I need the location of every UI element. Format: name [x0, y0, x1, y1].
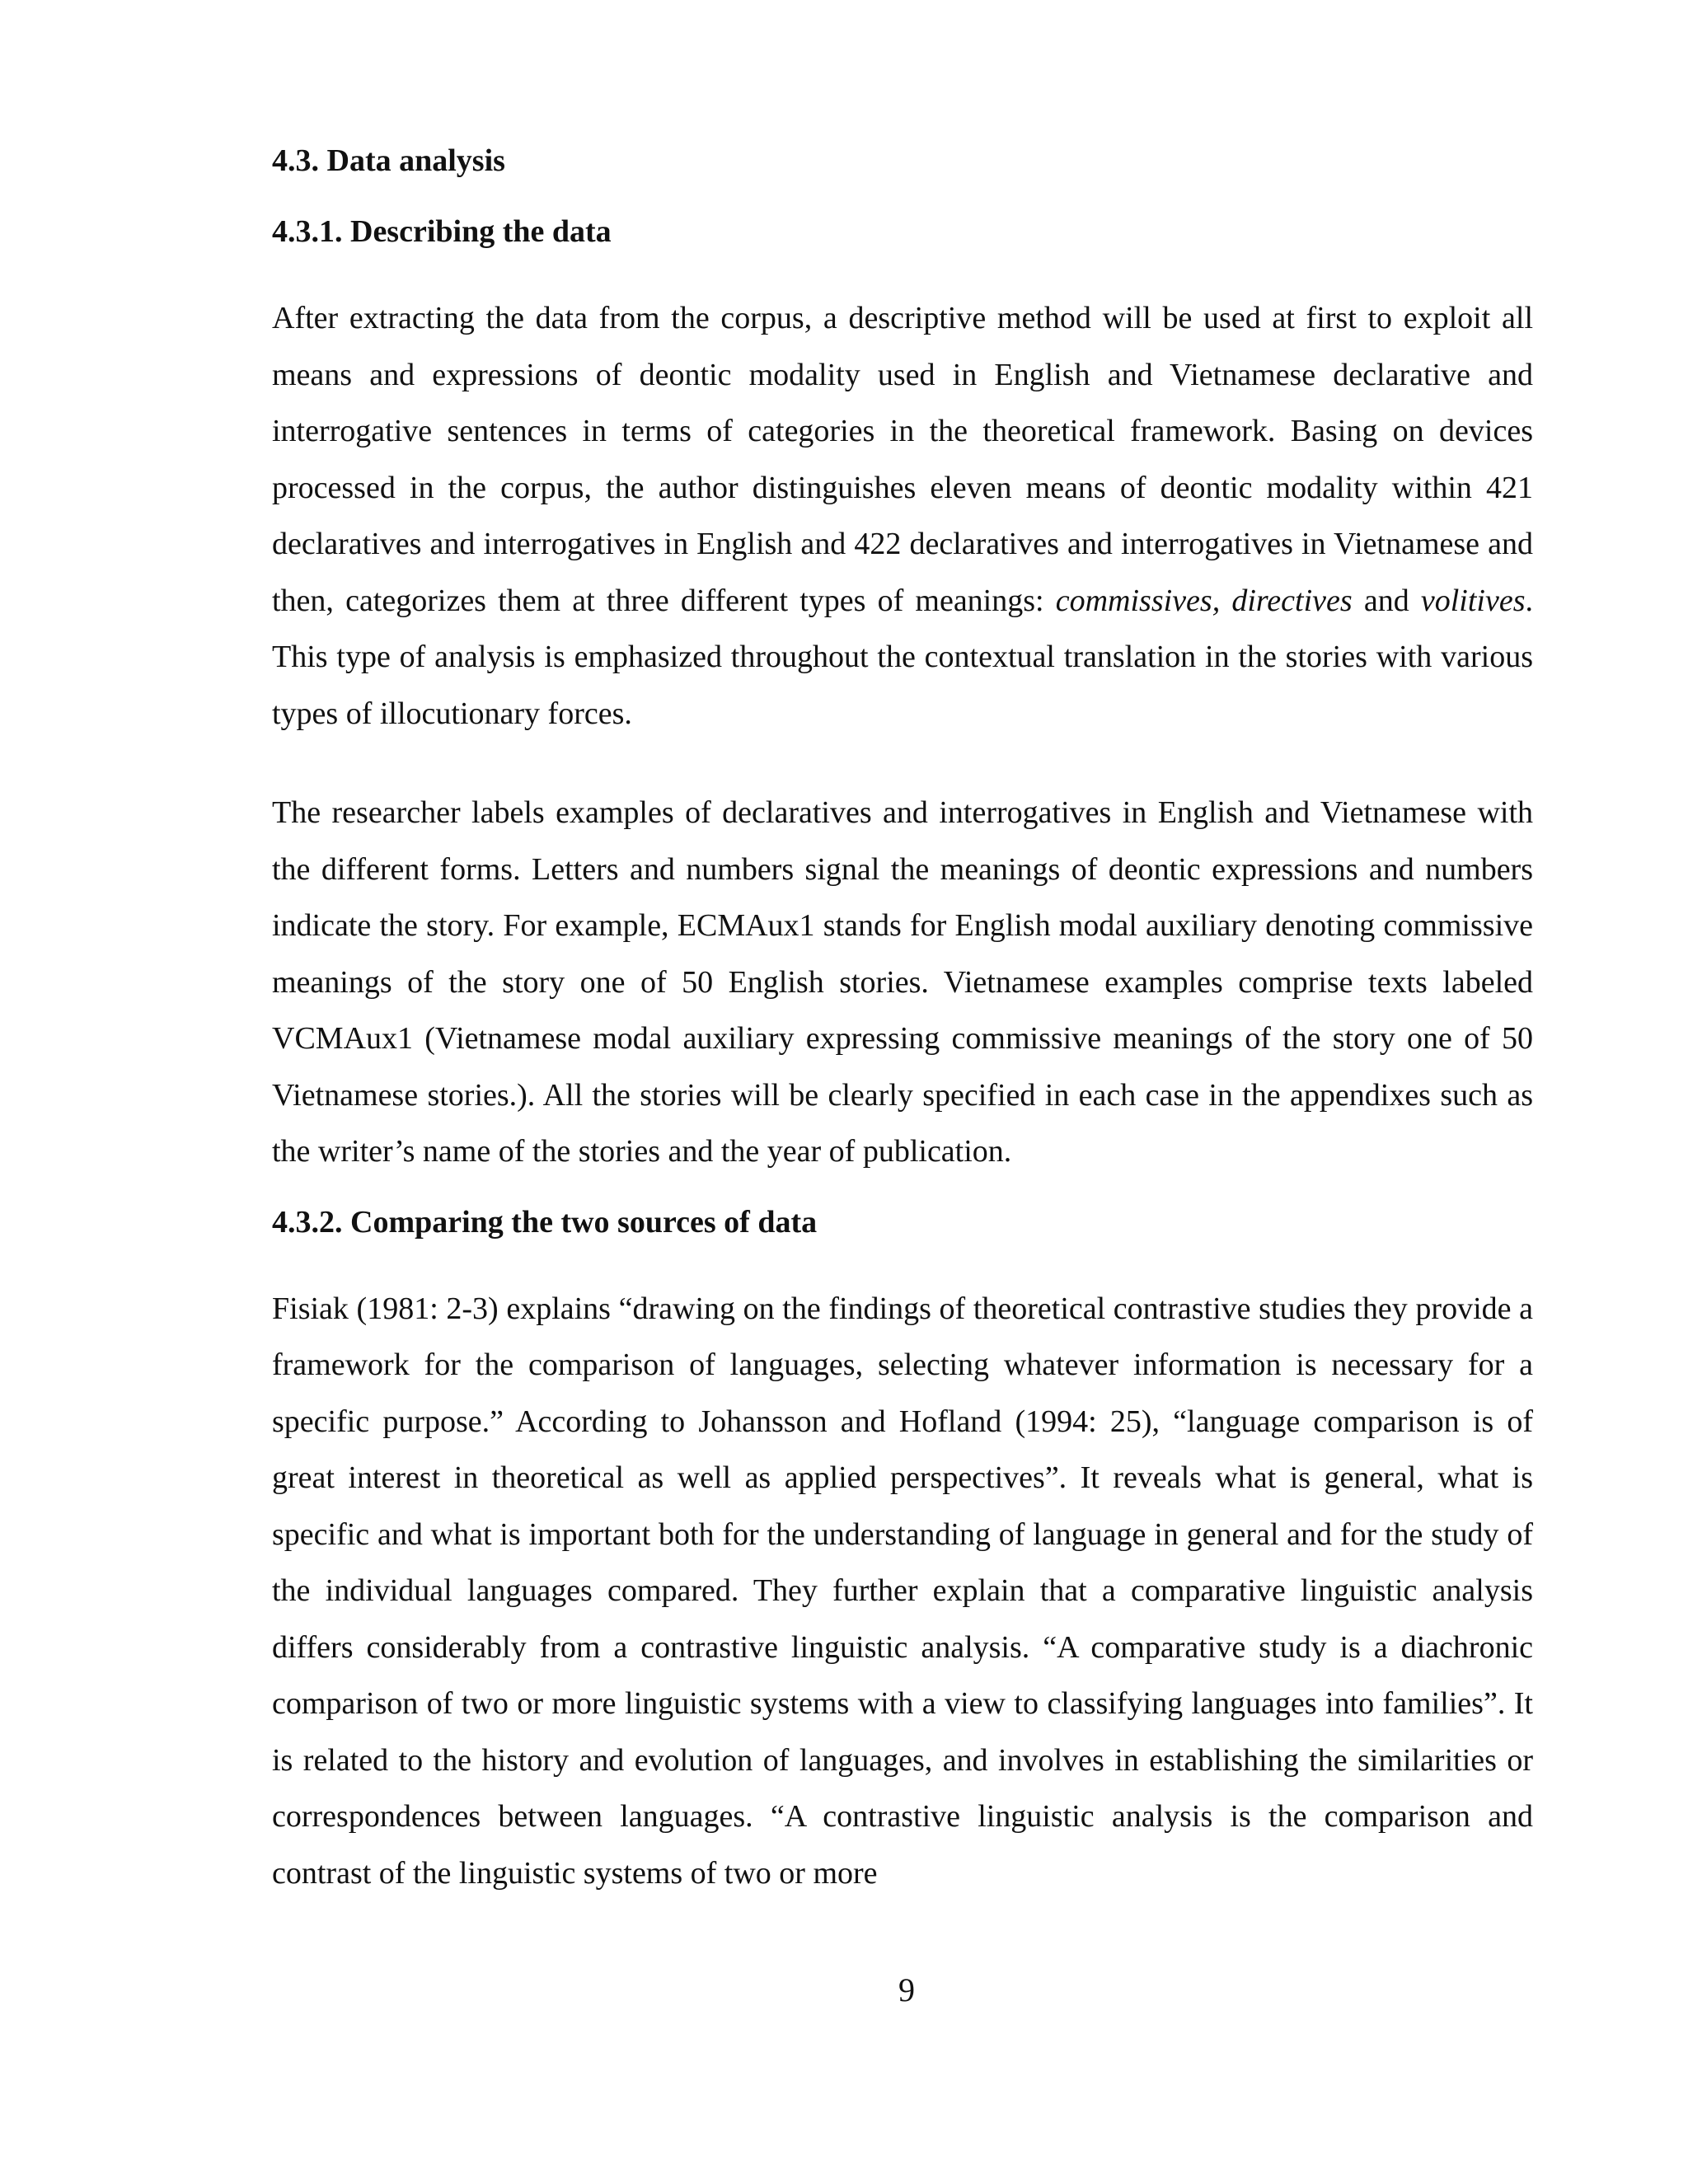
paragraph-text: After extracting the data from the corpus, a descriptive method will be used at first to exploit all means and expressions of deontic modality used in English and Vietnamese declarative and interrogative sentences in terms of categories in the theoretical framework. Basing on devices processed in the corpus, the author distinguishes eleven means of deontic modality within 421 declaratives and interrogatives in English and 422 declaratives and interrogatives in Vietnamese and then, categorizes them at three different types of meanings: — [272, 301, 1533, 618]
section-heading: 4.3. Data analysis — [272, 143, 505, 178]
paragraph-describing-method — [272, 290, 1533, 742]
paragraph-labeling: The researcher labels examples of declaratives and interrogatives in English and Vietnamese with the different forms. Letters and numbers signal the meanings of deontic expressions and numbers indicate the story. For example, ECMAux1 stands for English modal auxiliary denoting commissive meanings of the story one of 50 English stories. Vietnamese examples comprise texts labeled VCMAux1 (Vietnamese modal auxiliary expressing commissive meanings of the story one of 50 Vietnamese stories.). All the stories will be clearly specified in each case in the appendixes such as the writer’s name of the stories and the year of publication. — [272, 795, 1533, 1169]
italic-term: volitives — [1420, 583, 1526, 618]
page-number: 9 — [898, 1971, 915, 2008]
paragraph-text: and — [1352, 583, 1421, 618]
italic-term: commissives, directives — [1055, 583, 1353, 618]
subsection-heading-describing: 4.3.1. Describing the data — [272, 214, 612, 249]
subsection-heading-comparing: 4.3.2. Comparing the two sources of data — [272, 1204, 818, 1240]
paragraph-text: . This type of analysis is emphasized throughout the contextual translation in the stories with various types of illocutionary forces. — [272, 583, 1533, 731]
page-content — [272, 140, 1533, 1901]
paragraph-comparison: Fisiak (1981: 2-3) explains “drawing on the findings of theoretical contrastive studies they provide a framework for the comparison of languages, selecting whatever information is necessary for a specific purpose.” According to Johansson and Hofland (1994: 25), “language comparison is of great interest in theoretical as well as applied perspectives”. It reveals what is general, what is specific and what is important both for the understanding of language in general and for the study of the individual languages compared. They further explain that a comparative linguistic analysis differs considerably from a contrastive linguistic analysis. “A comparative study is a diachronic comparison of two or more linguistic systems with a view to classifying languages into families”. It is related to the history and evolution of languages, and involves in establishing the similarities or correspondences between languages. “A contrastive linguistic analysis is the comparison and contrast of the linguistic systems of two or more — [272, 1291, 1533, 1891]
